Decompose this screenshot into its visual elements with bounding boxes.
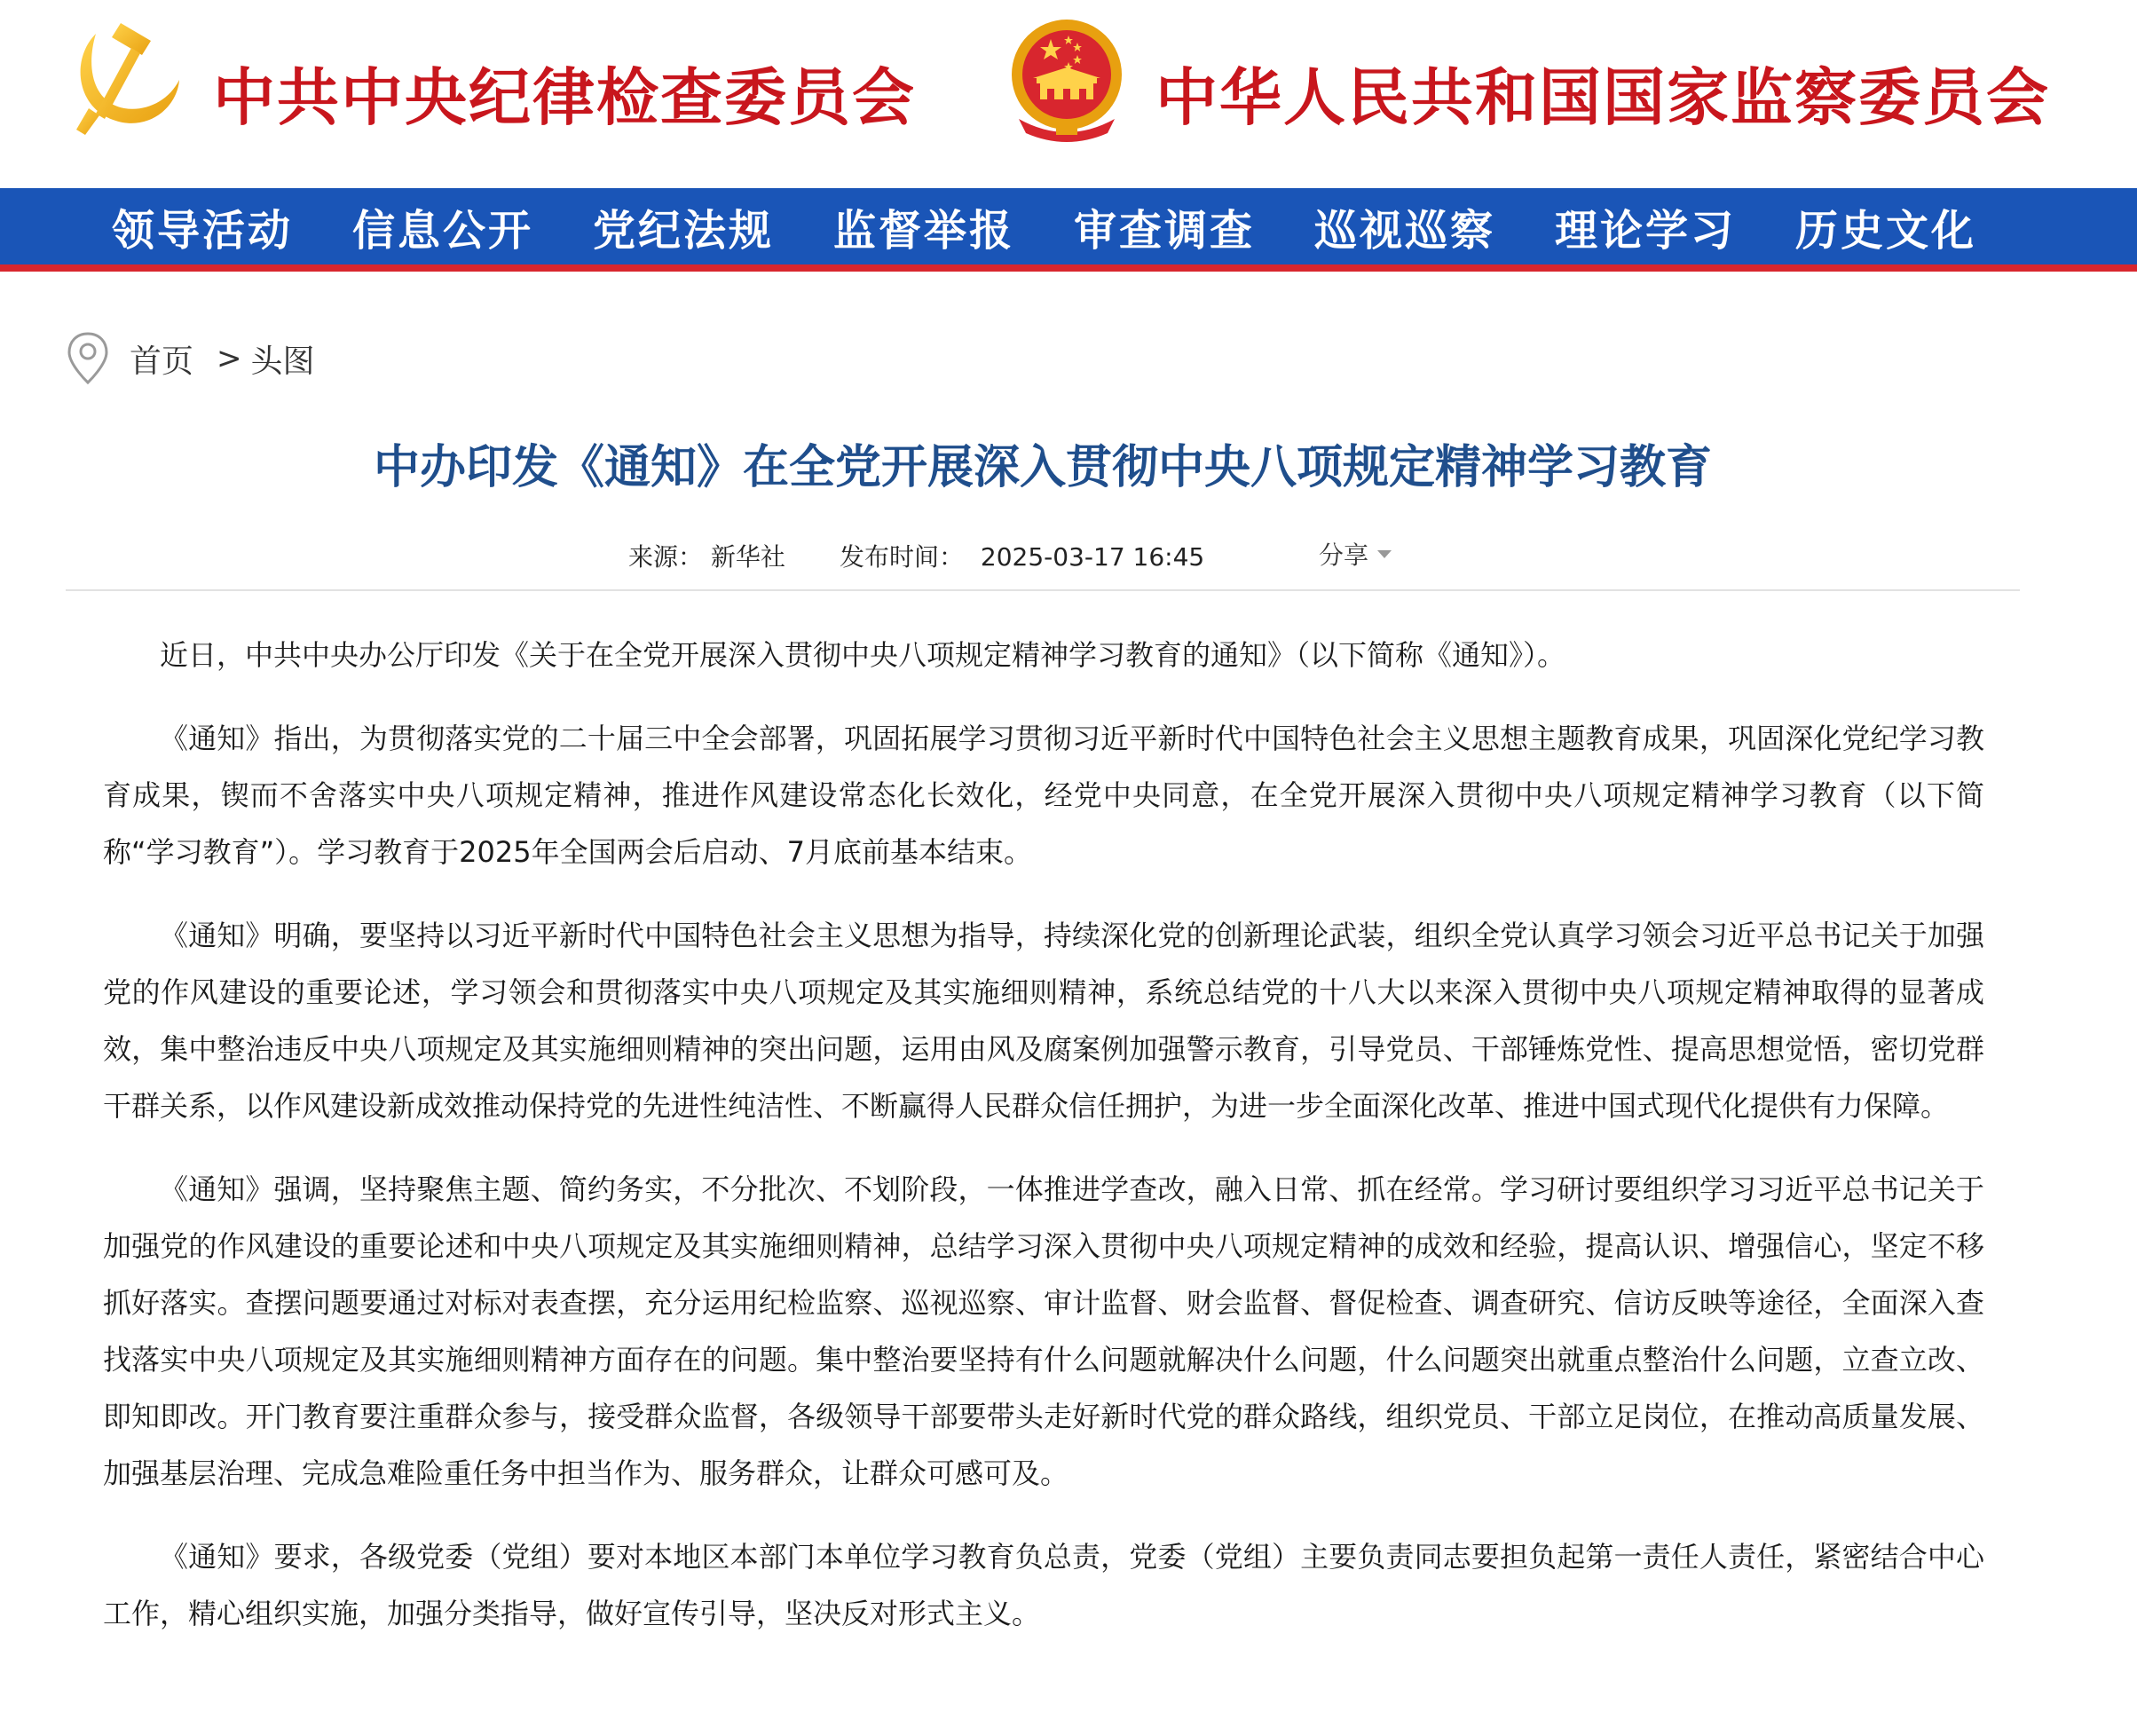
nav-item-investigation[interactable]: 审查调查	[1074, 205, 1256, 256]
nsc-title[interactable]: 中华人民共和国国家监察委员会	[1155, 60, 2050, 134]
paragraph: 《通知》指出，为贯彻落实党的二十届三中全会部署，巩固拓展学习贯彻习近平新时代中国特色社会主义思想主题教育成果，巩固深化党纪学习教育成果，锲而不舍落实中央八项规定精神，推进作风建设常态化长效化，经党中央同意，在全党开展深入贯彻中央八项规定精神学习教育（以下简称“学习教育”）。学习教育于2025年全国两会后启动、7月底前基本结束。	[103, 722, 1984, 869]
nav-item-history[interactable]: 历史文化	[1795, 205, 1977, 256]
share-label: 分享	[1319, 541, 1369, 570]
share-button[interactable]	[1319, 536, 1393, 572]
nav-item-regulations[interactable]: 党纪法规	[593, 205, 775, 256]
nav-item-report[interactable]: 监督举报	[833, 205, 1015, 256]
nav-item-leadership[interactable]: 领导活动	[112, 205, 294, 256]
nav-item-theory[interactable]: 理论学习	[1555, 205, 1737, 256]
publish-time-meta	[840, 538, 1204, 573]
time-label: 发布时间：	[840, 542, 965, 572]
hammer-sickle-icon[interactable]	[69, 16, 185, 140]
article-title: 中办印发《通知》在全党开展深入贯彻中央八项规定精神学习教育	[373, 441, 1712, 494]
cpc-title[interactable]: 中共中央纪律检查委员会	[213, 60, 916, 134]
paragraph: 近日，中共中央办公厅印发《关于在全党开展深入贯彻中央八项规定精神学习教育的通知》（以下简称《通知》）。	[160, 638, 1566, 672]
divider	[66, 589, 2020, 591]
source-meta	[628, 538, 785, 573]
breadcrumb-home[interactable]: 首页	[130, 343, 194, 380]
breadcrumb-separator: >	[217, 341, 242, 376]
breadcrumb	[66, 330, 315, 387]
paragraph: 《通知》强调，坚持聚焦主题、简约务实，不分批次、不划阶段，一体推进学查改，融入日常、抓在经常。学习研讨要组织学习习近平总书记关于加强党的作风建设的重要论述和中央八项规定及其实施细则精神，总结学习深入贯彻中央八项规定精神的成效和经验，提高认识、增强信心，坚定不移抓好落实。查摆问题要通过对标对表查摆，充分运用纪检监察、巡视巡察、审计监督、财会监督、督促检查、调查研究、信访反映等途径，全面深入查找落实中央八项规定及其实施细则精神方面存在的问题。集中整治要坚持有什么问题就解决什么问题，什么问题突出就重点整治什么问题，立查立改、即知即改。开门教育要注重群众参与，接受群众监督，各级领导干部要带头走好新时代党的群众路线，组织党员、干部立足岗位，在推动高质量发展、加强基层治理、完成急难险重任务中担当作为、服务群众，让群众可感可及。	[103, 1172, 1984, 1490]
national-emblem-icon[interactable]	[1001, 12, 1132, 146]
main-nav	[0, 188, 2137, 272]
paragraph: 《通知》明确，要坚持以习近平新时代中国特色社会主义思想为指导，持续深化党的创新理论武装，组织全党认真学习领会习近平总书记关于加强党的作风建设的重要论述，学习领会和贯彻落实中央八项规定及其实施细则精神，系统总结党的十八大以来深入贯彻中央八项规定精神取得的显著成效，集中整治违反中央八项规定及其实施细则精神的突出问题，运用由风及腐案例加强警示教育，引导党员、干部锤炼党性、提高思想觉悟，密切党群干群关系，以作风建设新成效推动保持党的先进性纯洁性、不断赢得人民群众信任拥护，为进一步全面深化改革、推进中国式现代化提供有力保障。	[103, 919, 1984, 1123]
paragraph: 《通知》要求，各级党委（党组）要对本地区本部门本单位学习教育负总责，党委（党组）主要负责同志要担负起第一责任人责任，紧密结合中心工作，精心组织实施，加强分类指导，做好宣传引导，坚决反对形式主义。	[103, 1540, 1984, 1630]
site-header	[0, 0, 2137, 188]
breadcrumb-current[interactable]: 头图	[250, 343, 315, 380]
source-value: 新华社	[710, 542, 785, 572]
article-body	[103, 627, 1984, 1669]
nav-list	[112, 188, 2036, 264]
nav-item-inspection[interactable]: 巡视巡察	[1314, 205, 1496, 256]
source-label: 来源：	[628, 542, 704, 572]
location-pin-icon	[66, 331, 110, 386]
time-value: 2025-03-17 16:45	[980, 542, 1205, 572]
nav-item-disclosure[interactable]: 信息公开	[352, 205, 534, 256]
caret-down-icon	[1376, 548, 1393, 559]
